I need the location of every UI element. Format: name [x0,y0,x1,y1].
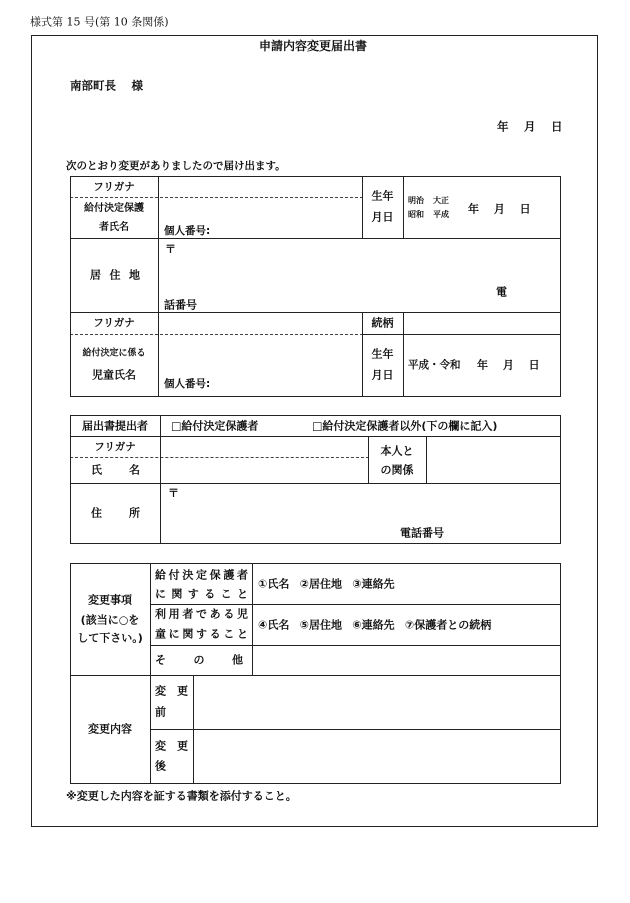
child-change-options: ④氏名 ⑤居住地 ⑥連絡先 ⑦保護者との続柄 [258,618,492,632]
child-birth-date: 年 月 日 [477,358,540,372]
before-label-line1: 変 更 [155,684,188,698]
submitter-option-other: □給付決定保護者以外(下の欄に記入) [312,419,498,432]
table-rule [160,415,161,544]
table-rule [70,415,71,544]
submitter-furigana-label: フリガナ [94,440,136,453]
child-relation-label: 続柄 [371,316,394,330]
era-option-taisho: 大正 [433,196,449,205]
addressee: 南部町長 様 [70,78,144,93]
guardian-postal-mark: 〒 [165,242,176,256]
table-rule [362,334,561,335]
table-rule [70,563,71,784]
era-option-showa: 昭和 [408,210,424,219]
guardian-phone-label-first: 電 [496,285,507,299]
guardian-birth-label-line2: 月日 [371,210,394,224]
table-rule [150,604,561,605]
guardian-name-label-line1: 給付決定保護 [84,203,144,214]
table-rule [193,675,194,784]
guardian-phone-label-rest: 話番号 [164,298,197,312]
table-rule [70,176,71,397]
table-rule [70,312,561,313]
other-category-label: その他 [155,653,271,667]
submitter-name-label: 氏 名 [91,463,148,477]
table-rule [150,729,561,730]
child-personal-number-label: 個人番号: [164,377,211,390]
table-rule [252,563,253,676]
table-rule [70,783,561,784]
table-rule [70,396,561,397]
submission-date: 年 月 日 [497,119,563,134]
table-rule [368,436,369,484]
change-content-label: 変更内容 [88,722,132,736]
submitter-address-label: 住 所 [91,506,148,520]
submitter-postal-mark: 〒 [168,486,179,500]
table-rule-dashed [70,457,369,458]
table-rule-dashed [70,334,363,335]
table-rule [560,563,561,784]
guardian-birth-label-line1: 生年 [371,189,394,203]
child-name-label-line1: 給付決定に係る [82,348,146,359]
guardian-category-line1: 給付決定保護者 [155,568,251,582]
table-rule [150,645,561,646]
table-rule [403,312,404,397]
era-option-meiji: 明治 [408,196,424,205]
table-rule [150,563,151,784]
guardian-name-label-line2: 者氏名 [99,222,129,233]
submitter-phone-label: 電話番号 [400,526,444,540]
table-rule [70,415,561,416]
table-rule [158,176,159,397]
submitter-label: 届出書提出者 [82,419,148,432]
table-rule [70,563,561,564]
footnote: ※変更した内容を証する書類を添付すること。 [66,789,297,803]
guardian-address-label: 居 住 地 [90,268,143,282]
child-birth-label-line1: 生年 [371,347,394,361]
era-option-heisei: 平成 [433,210,449,219]
after-label-line2: 後 [155,759,166,773]
table-rule [70,483,561,484]
table-rule [362,176,363,239]
table-rule [70,176,561,177]
child-furigana-label: フリガナ [93,316,135,329]
intro-text: 次のとおり変更がありましたので届け出ます。 [66,159,286,172]
table-rule [70,238,561,239]
change-items-label-line2: (該当に○を [80,613,140,627]
table-rule [560,415,561,544]
table-rule [70,675,561,676]
submitter-relation-label-line1: 本人と [380,444,414,458]
child-name-label-line2: 児童氏名 [92,368,136,382]
guardian-category-line2: に関すること [155,587,254,601]
submitter-relation-label-line2: の関係 [380,463,414,477]
child-category-line2: 童に関すること [155,627,251,641]
before-label-line2: 前 [155,705,166,719]
change-items-label-line1: 変更事項 [88,593,132,607]
table-rule [70,436,561,437]
submitter-option-guardian: □給付決定保護者 [171,419,259,432]
child-birth-label-line2: 月日 [371,368,394,382]
guardian-birth-date: 年 月 日 [468,202,531,216]
guardian-furigana-label: フリガナ [93,180,135,193]
table-rule [426,436,427,484]
table-rule [560,176,561,397]
table-rule-dashed [70,197,363,198]
table-rule [403,176,404,239]
guardian-personal-number-label: 個人番号: [164,224,211,237]
after-label-line1: 変 更 [155,739,188,753]
change-items-label-line3: して下さい。) [77,631,143,645]
table-rule [362,312,363,397]
child-category-line1: 利用者である児 [155,607,251,621]
table-rule [70,543,561,544]
form-title: 申請内容変更届出書 [258,39,368,53]
form-number: 様式第 15 号(第 10 条関係) [30,15,169,29]
guardian-change-options: ①氏名 ②居住地 ③連絡先 [258,577,395,591]
child-birth-era: 平成・令和 [408,358,461,371]
